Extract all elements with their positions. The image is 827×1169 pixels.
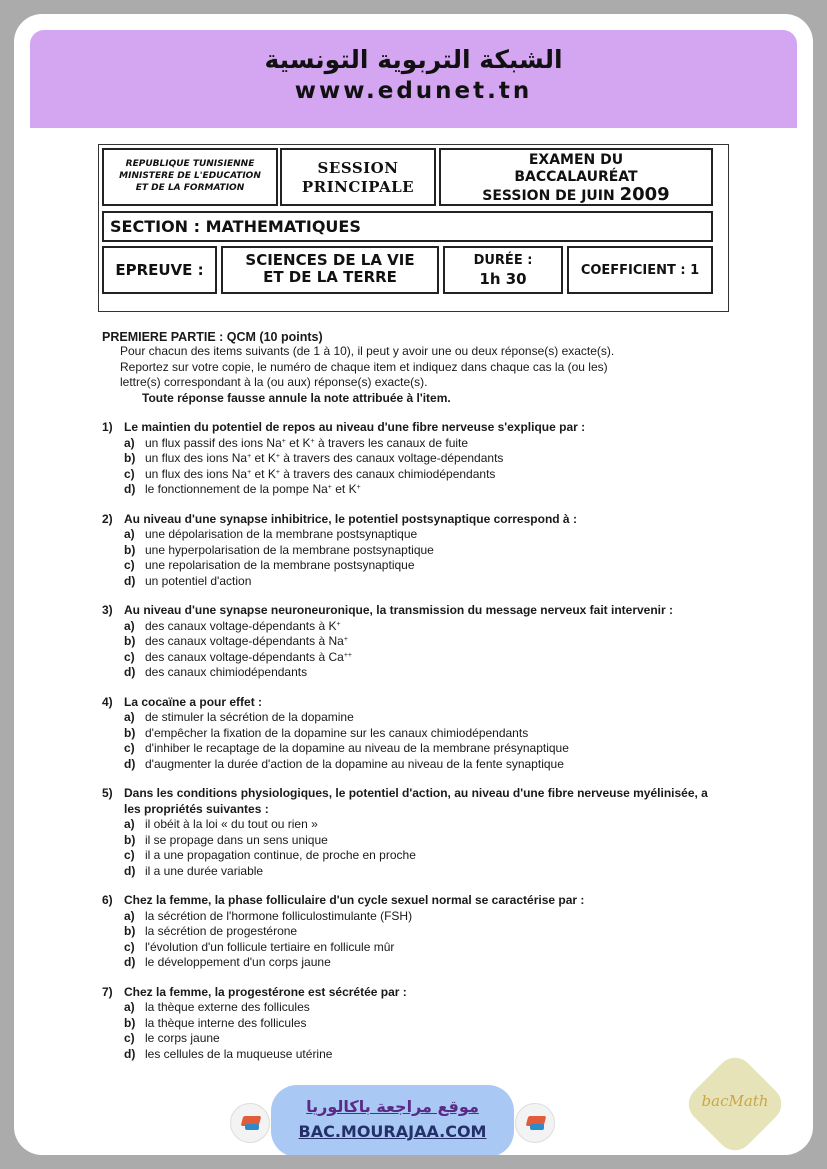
option-letter: a) (124, 710, 135, 724)
question-stem (102, 420, 722, 436)
answer-option (102, 1031, 722, 1047)
question-2 (102, 512, 722, 590)
duration-box (443, 246, 563, 294)
option-letter: b) (124, 1015, 136, 1030)
option-text-part: une repolarisation de la membrane postsynaptique (145, 558, 415, 572)
option-text-part: et K (331, 482, 357, 496)
instruction-warning: Toute réponse fausse annule la note attribuée à l'item. (142, 390, 451, 405)
option-text (145, 924, 722, 940)
subject-line-1: SCIENCES DE LA VIE (245, 251, 415, 269)
option-letter: c) (124, 939, 135, 954)
answer-option (102, 726, 722, 742)
option-text-part: le fonctionnement de la pompe Na (145, 482, 328, 496)
option-text (145, 467, 722, 483)
option-letter: d) (124, 863, 136, 878)
question-stem (102, 893, 722, 909)
exam-content (102, 316, 722, 1062)
question-text: Chez la femme, la progestérone est sécrétée par : (124, 984, 407, 999)
ion-charge: + (281, 437, 286, 445)
option-text-part: un flux des ions Na (145, 466, 248, 481)
footer-arabic-site[interactable]: موقع مراجعة باكالوريا (306, 1097, 479, 1116)
option-text-part: d'inhiber le recaptage de la dopamine au niveau de la membrane présynaptique (145, 741, 569, 755)
option-letter: d) (124, 756, 136, 771)
footer-url[interactable]: BAC.MOURAJAA.COM (298, 1122, 487, 1141)
option-letter: c) (124, 558, 135, 572)
answer-option (102, 710, 722, 726)
coefficient-label: COEFFICIENT : 1 (580, 263, 700, 278)
option-text (145, 726, 722, 742)
question-number: 5) (102, 786, 113, 800)
answer-option (102, 634, 722, 650)
option-text (145, 1031, 722, 1047)
option-text (145, 634, 722, 650)
option-text-part: une dépolarisation de la membrane postsynaptique (145, 527, 418, 541)
exam-line-2: BACCALAURÉAT (514, 169, 638, 185)
option-text-part: des canaux voltage-dépendants à K (145, 618, 337, 633)
option-text (145, 1016, 722, 1032)
option-text-part: les cellules de la muqueuse utérine (145, 1046, 333, 1061)
ion-charge: + (343, 636, 348, 643)
question-stem (102, 512, 722, 528)
option-text (145, 436, 722, 452)
epreuve-box (102, 246, 217, 294)
answer-option (102, 619, 722, 635)
option-letter: a) (124, 435, 135, 450)
option-text-part: des canaux voltage-dépendants à Na (145, 634, 344, 648)
ministry-line-1: REPUBLIQUE TUNISIENNE (125, 159, 255, 169)
answer-option (102, 436, 722, 452)
exam-page (14, 14, 813, 1155)
subject-line-2: ET DE LA TERRE (263, 268, 397, 286)
option-text (145, 482, 722, 498)
answer-option (102, 467, 722, 483)
exam-box (439, 148, 713, 206)
ion-charge: + (275, 453, 280, 460)
answer-option (102, 650, 722, 666)
option-text (145, 833, 722, 849)
answer-option (102, 558, 722, 574)
answer-option (102, 451, 722, 467)
answer-option (102, 1016, 722, 1032)
option-text-part: la thèque interne des follicules (145, 1015, 307, 1030)
option-letter: c) (124, 649, 135, 664)
answer-option (102, 848, 722, 864)
subject-box (221, 246, 439, 294)
option-letter: b) (124, 542, 136, 557)
option-text-part: des canaux voltage-dépendants à Ca (145, 649, 344, 664)
option-text (145, 543, 722, 559)
option-text-part: il se propage dans un sens unique (145, 832, 328, 847)
option-letter: c) (124, 1031, 135, 1045)
question-1 (102, 420, 722, 498)
question-text: Dans les conditions physiologiques, le potentiel d'action, au niveau d'une fibre nerveuse myélinisée, a les propriétés suivantes : (124, 786, 708, 816)
instruction-line-1: Pour chacun des items suivants (de 1 à 10), il peut y avoir une ou deux réponse(s) exacte(s). (120, 344, 615, 358)
option-text-part: il a une durée variable (145, 863, 264, 878)
session-line-1: SESSION (317, 159, 399, 177)
option-text-part: la sécrétion de progestérone (145, 924, 298, 938)
ion-charge: + (247, 468, 252, 476)
question-text: Au niveau d'une synapse neuroneuronique, la transmission du message nerveux fait intervenir : (124, 603, 673, 617)
footer-site-pill[interactable] (271, 1085, 514, 1155)
option-letter: b) (124, 832, 136, 847)
question-stem (102, 695, 722, 711)
option-text (145, 955, 722, 971)
option-letter: a) (124, 908, 135, 923)
option-text-part: il a une propagation continue, de proche en proche (145, 848, 416, 862)
footer-logo-right (515, 1103, 555, 1143)
exam-session-label: SESSION DE JUIN (482, 188, 615, 204)
instruction-line-3: lettre(s) correspondant à la (ou aux) réponse(s) exacte(s). (120, 375, 428, 389)
ion-charge: + (356, 484, 361, 491)
option-text (145, 1047, 722, 1063)
answer-option (102, 833, 722, 849)
option-text (145, 710, 722, 726)
session-line-2: PRINCIPALE (301, 178, 415, 196)
option-letter: d) (124, 482, 136, 496)
answer-option (102, 757, 722, 773)
option-text (145, 817, 722, 833)
banner-arabic-title: الشبكة التربوية التونسية (264, 45, 563, 74)
option-letter: c) (124, 466, 135, 481)
coefficient-box (567, 246, 713, 294)
question-text: Chez la femme, la phase folliculaire d'un cycle sexuel normal se caractérise par : (124, 893, 585, 907)
question-number: 3) (102, 603, 113, 617)
question-number: 4) (102, 694, 113, 709)
question-stem (102, 603, 722, 619)
option-text (145, 741, 722, 757)
option-text-part: d'augmenter la durée d'action de la dopamine au niveau de la fente synaptique (145, 756, 564, 771)
option-text (145, 665, 722, 681)
option-text-part: la thèque externe des follicules (145, 1000, 310, 1014)
instruction-line-2: Reportez sur votre copie, le numéro de chaque item et indiquez dans chaque cas la (ou les) (120, 359, 608, 374)
option-text-part: à travers des canaux voltage-dépendants (279, 451, 504, 465)
option-text-part: une hyperpolarisation de la membrane postsynaptique (145, 542, 434, 557)
answer-option (102, 909, 722, 925)
question-number: 7) (102, 984, 113, 999)
answer-option (102, 1047, 722, 1063)
duration-label: DURÉE : (473, 253, 533, 268)
question-text: Le maintien du potentiel de repos au niveau d'une fibre nerveuse s'explique par : (124, 420, 586, 434)
option-text (145, 909, 722, 925)
section-label: SECTION : MATHEMATIQUES (110, 217, 361, 236)
option-text (145, 650, 722, 666)
option-text (145, 527, 722, 543)
answer-option (102, 924, 722, 940)
question-number: 2) (102, 511, 113, 526)
option-letter: d) (124, 955, 136, 969)
question-number: 1) (102, 420, 113, 434)
option-letter: d) (124, 573, 136, 588)
option-text-part: et K (251, 451, 276, 465)
ion-charge: ++ (343, 651, 352, 659)
ministry-line-2: MINISTERE DE L'EDUCATION (119, 171, 261, 181)
instructions (102, 344, 722, 406)
option-letter: d) (124, 665, 136, 679)
option-text-part: de stimuler la sécrétion de la dopamine (145, 710, 354, 724)
footer-logo-left (230, 1103, 270, 1143)
ministry-line-3: ET DE LA FORMATION (135, 183, 245, 193)
exam-year: 2009 (619, 184, 670, 205)
option-text (145, 1000, 722, 1016)
question-stem (102, 985, 722, 1001)
option-text-part: l'évolution d'un follicule tertiaire en follicule mûr (145, 939, 395, 954)
option-letter: d) (124, 1046, 136, 1061)
option-text (145, 574, 722, 590)
answer-option (102, 527, 722, 543)
option-text (145, 558, 722, 574)
ion-charge: + (336, 620, 341, 628)
option-text (145, 757, 722, 773)
option-letter: b) (124, 924, 136, 938)
option-letter: c) (124, 741, 135, 755)
option-letter: a) (124, 527, 135, 541)
part-title: PREMIERE PARTIE : QCM (10 points) (102, 330, 323, 344)
option-text-part: et K (251, 466, 276, 481)
ministry-box (102, 148, 278, 206)
option-text-part: d'empêcher la fixation de la dopamine sur les canaux chimiodépendants (145, 725, 529, 740)
answer-option (102, 940, 722, 956)
ion-charge: + (310, 437, 315, 445)
option-text-part: un potentiel d'action (145, 573, 252, 588)
answer-option (102, 817, 722, 833)
bacmath-badge-text: bacMath (701, 1092, 769, 1110)
option-letter: b) (124, 451, 136, 465)
option-text (145, 451, 722, 467)
banner-url[interactable]: www.edunet.tn (294, 78, 533, 104)
section-box (102, 211, 713, 242)
option-text-part: la sécrétion de l'hormone folliculostimulante (FSH) (145, 908, 413, 923)
option-letter: b) (124, 725, 136, 740)
option-text-part: et K (285, 435, 311, 450)
question-3 (102, 603, 722, 681)
option-text (145, 864, 722, 880)
question-stem (102, 786, 722, 817)
session-box (280, 148, 436, 206)
option-text-part: un flux passif des ions Na (145, 435, 282, 450)
question-6 (102, 893, 722, 971)
answer-option (102, 574, 722, 590)
option-letter: a) (124, 618, 135, 633)
question-number: 6) (102, 893, 113, 907)
option-text-part: un flux des ions Na (145, 451, 248, 465)
option-letter: c) (124, 848, 135, 862)
option-letter: b) (124, 634, 136, 648)
question-text: Au niveau d'une synapse inhibitrice, le potentiel postsynaptique correspond à : (124, 511, 577, 526)
option-letter: a) (124, 817, 135, 831)
epreuve-label: EPREUVE : (115, 261, 204, 279)
answer-option (102, 741, 722, 757)
answer-option (102, 543, 722, 559)
answer-option (102, 864, 722, 880)
option-text (145, 848, 722, 864)
question-list (102, 420, 722, 1062)
option-text-part: le développement d'un corps jaune (145, 955, 331, 969)
exam-line-1: EXAMEN DU (528, 152, 624, 168)
option-text-part: le corps jaune (145, 1031, 220, 1045)
option-text (145, 619, 722, 635)
question-5 (102, 786, 722, 879)
answer-option (102, 665, 722, 681)
site-banner (30, 30, 797, 128)
question-7 (102, 985, 722, 1063)
answer-option (102, 955, 722, 971)
duration-value: 1h 30 (479, 270, 527, 288)
answer-option (102, 482, 722, 498)
ion-charge: + (275, 468, 280, 476)
option-text (145, 940, 722, 956)
exam-line-3 (441, 186, 711, 205)
option-letter: a) (124, 1000, 135, 1014)
option-text-part: il obéit à la loi « du tout ou rien » (145, 817, 318, 831)
option-text-part: à travers des canaux chimiodépendants (279, 466, 496, 481)
answer-option (102, 1000, 722, 1016)
option-text-part: à travers les canaux de fuite (314, 435, 469, 450)
ion-charge: + (247, 453, 252, 460)
ion-charge: + (327, 484, 332, 491)
question-text: La cocaïne a pour effet : (124, 694, 263, 709)
question-4 (102, 695, 722, 773)
option-text-part: des canaux chimiodépendants (145, 665, 308, 679)
